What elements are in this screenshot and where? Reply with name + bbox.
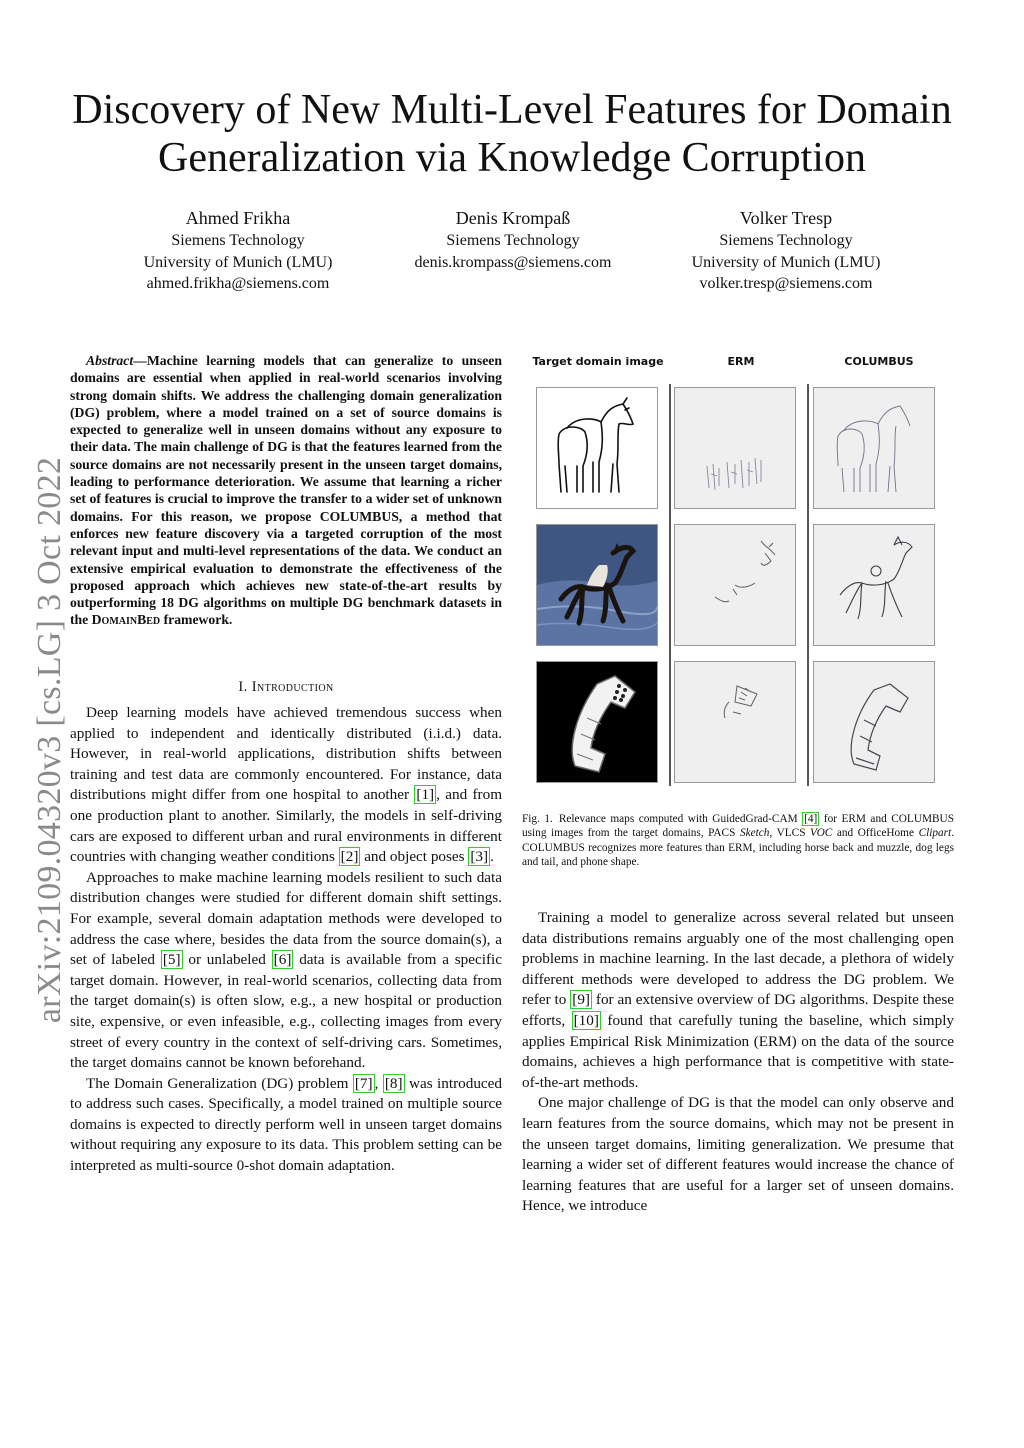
erm-relevance-horse: [674, 387, 796, 509]
author-affiliation: Siemens Technology: [171, 232, 305, 249]
abstract-text-end: framework.: [163, 612, 233, 628]
citation-link[interactable]: [6]: [273, 951, 292, 969]
columbus-relevance-phone: [813, 661, 935, 783]
citation-link[interactable]: [10]: [573, 1011, 599, 1029]
paper-title: [40, 86, 984, 182]
citation-link[interactable]: [1]: [416, 786, 435, 804]
target-horse-sketch: [536, 387, 658, 509]
abstract: [70, 352, 502, 629]
citation-link[interactable]: [5]: [162, 951, 181, 969]
target-dog-photo: [536, 524, 658, 646]
figure-column-header: ERM: [727, 355, 755, 368]
author-affiliation: Siemens Technology: [446, 232, 580, 249]
citation-link[interactable]: [7]: [354, 1074, 373, 1092]
citation-link[interactable]: [3]: [470, 848, 489, 866]
figure-caption: Fig. 1. Relevance maps computed with GuidedGrad-CAM [4] for ERM and COLUMBUS using images from the target domains, PACS Sketch, VLCS VOC and OfficeHome Clipart. COLUMBUS recognizes more features than ERM, including horse back and muzzle, dog legs and tail, and phone shape.: [522, 813, 955, 869]
author-affiliation: University of Munich (LMU): [143, 253, 333, 271]
figure-1: [522, 350, 954, 802]
figure-divider: [669, 384, 671, 786]
section-title: Introduction: [251, 679, 334, 695]
section-number: I.: [238, 679, 248, 695]
right-column-text: [522, 908, 954, 1217]
abstract-dash: —: [133, 353, 147, 368]
abstract-text: Machine learning models that can generalize to unseen domains are essential when applied in real-world scenarios involving strong domain shifts. We address the challenging domain generalization (DG) problem, where a model trained on a set of source domains is expected to generalize well in unseen domains without any exposure to their data. The main challenge of DG is that the features learned from the source domains are not necessarily present in the unseen target domains, leading to performance deterioration. We assume that learning a richer set of features is crucial to improve the transfer to a wider set of unknown domains. For this reason, we propose COLUMBUS, a method that enforces new feature discovery via a targeted corruption of the most relevant input and multi-level representations of the data. We conduct an extensive empirical evaluation to demonstrate the effectiveness of the proposed approach which achieves new state-of-the-art results by outperforming 18 DG algorithms on multiple DG benchmark datasets in the: [70, 353, 502, 628]
author-name: Ahmed Frikha: [185, 208, 291, 228]
target-phone-clipart: [536, 661, 658, 783]
author-affiliation: Siemens Technology: [719, 232, 853, 249]
columbus-relevance-horse: [813, 387, 935, 509]
author-affiliation: University of Munich (LMU): [691, 253, 881, 271]
erm-relevance-dog: [674, 524, 796, 646]
section-heading: [70, 677, 502, 697]
framework-name: DomainBed: [91, 612, 161, 628]
author-email: denis.krompass@siemens.com: [414, 253, 612, 271]
columbus-relevance-dog: [813, 524, 935, 646]
paragraph: Deep learning models have achieved tremendous success when applied to independent and identically distributed (i.i.d.) data. However, in real-world applications, distribution shifts between training and test data are commonly encountered. For instance, data distributions might differ from one hospital to another [1] , and from one production plant to another. Similarly, the models in self-driving cars are exposed to different urban and rural environments in different countries with changing weather conditions [2] and object poses [3] .: [70, 704, 503, 866]
figure-divider: [807, 384, 809, 786]
caption-label: Fig. 1.: [522, 813, 553, 825]
author-email: ahmed.frikha@siemens.com: [146, 275, 330, 292]
paragraph: The Domain Generalization (DG) problem [7] , [8] was introduced to address such cases. Specifically, a model trained on multiple source domains is expected to directly perform well in unseen target domains without requiring any exposure to its data. This problem setting can be interpreted as multi-source 0-shot domain adaptation.: [70, 1074, 502, 1175]
figure-column-header: COLUMBUS: [844, 355, 914, 368]
abstract-label: Abstract: [86, 353, 134, 368]
paragraph: Training a model to generalize across several related but unseen data distributions remains arguably one of the most challenging open problems in machine learning. In the last decade, a plethora of widely different methods were developed to address the DG problem. We refer to [9] for an extensive overview of DG algorithms. Despite these efforts, [10] found that carefully tuning the baseline, which simply applies Empirical Risk Minimization (ERM) on the data of the source domains, achieves a high performance that is competitive with state-of-the-art methods.: [522, 909, 955, 1091]
citation-link[interactable]: [9]: [572, 991, 590, 1009]
paragraph: Approaches to make machine learning models resilient to such data distribution changes were studied for different domain shift settings. For example, several domain adaptation methods were developed to address the case where, besides the data from the source domain(s), a set of labeled [5] or unlabeled [6] data is available from a specific target domain. However, in real-world scenarios, collecting data from the target domain(s) is often slow, e.g., a new hospital or production site, expensive, or even infeasible, e.g., collecting images from every street of every country in the context of self-driving cars. Sometimes, the target domains cannot be known beforehand.: [70, 868, 502, 1072]
citation-link[interactable]: [8]: [384, 1074, 403, 1092]
author-name: Volker Tresp: [739, 208, 833, 228]
introduction-text: [70, 703, 502, 1177]
paragraph: One major challenge of DG is that the model can only observe and learn features from the source domains, which may not be present in the unseen target domains, limiting generalization. We presume that learning a wider set of different features would increase the chance of learning features that are useful for a larger set of unseen domains. Hence, we introduce: [522, 1094, 954, 1215]
author-block: [656, 206, 916, 295]
author-email: volker.tresp@siemens.com: [699, 275, 873, 292]
erm-relevance-phone: [674, 661, 796, 783]
author-name: Denis Krompaß: [455, 208, 571, 228]
author-block: [388, 206, 638, 273]
citation-link[interactable]: [2]: [340, 848, 359, 866]
citation-link[interactable]: [4]: [804, 813, 818, 825]
figure-column-header: Target domain image: [532, 355, 664, 368]
arxiv-identifier: arXiv:2109.04320v3 [cs.LG] 3 Oct 2022: [31, 456, 68, 1024]
paper-title-line-2: Generalization via Knowledge Corruption: [158, 135, 866, 181]
author-block: [112, 206, 364, 295]
paper-title-line-1: Discovery of New Multi-Level Features for Domain: [72, 87, 952, 133]
